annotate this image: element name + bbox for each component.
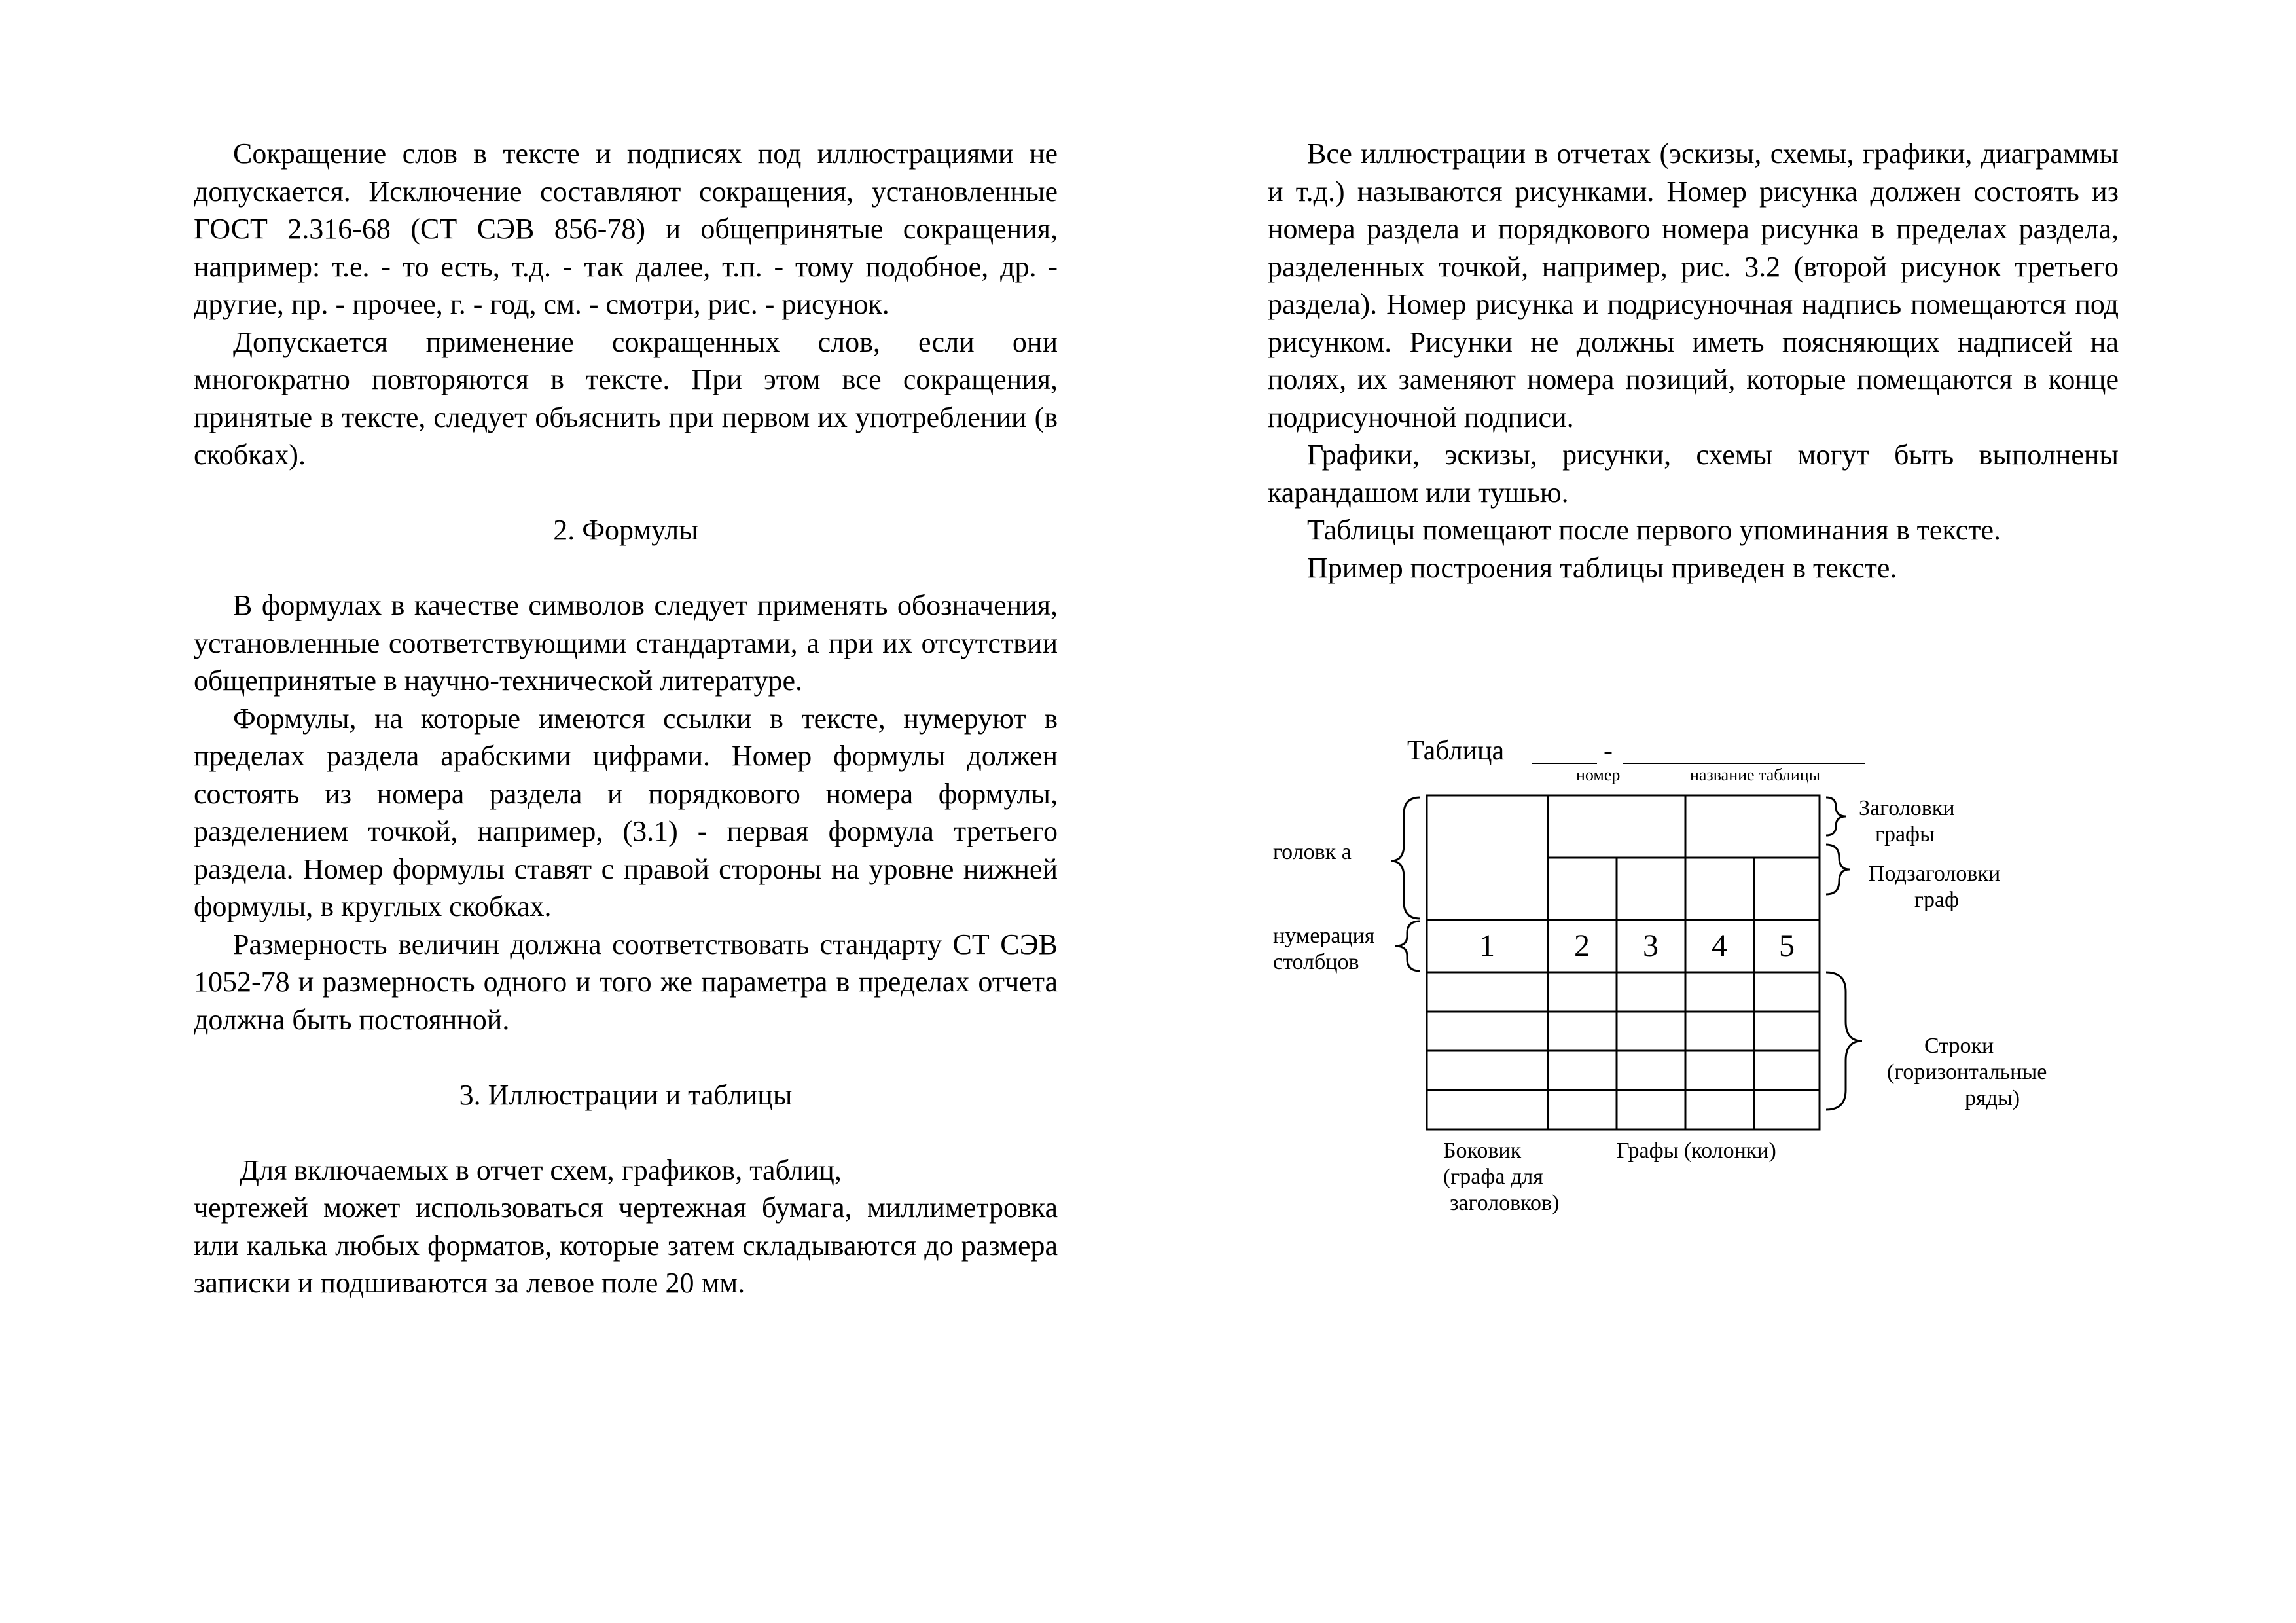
label-stub-line1: Боковик: [1443, 1139, 1522, 1163]
section-heading-formulas: 2. Формулы: [553, 514, 698, 546]
column-number-4: 4: [1712, 928, 1727, 963]
label-rows-line1: Строки: [1924, 1034, 1994, 1058]
figure-caption-dash: -: [1604, 736, 1613, 766]
rows-brace: [1826, 972, 1862, 1110]
column-number-2: 2: [1574, 928, 1590, 963]
label-header: головк а: [1273, 840, 1352, 864]
label-headings-line1: Заголовки: [1859, 796, 1955, 820]
paragraph-dimensions: Размерность величин должна соответствовать стандарту СТ СЭВ 1052-78 и размерность одного и того же параметра в пределах отчета должна быть постоянной.: [194, 928, 1058, 1036]
label-headings-line2: графы: [1875, 822, 1935, 847]
label-subheadings-line1: Подзаголовки: [1869, 862, 2001, 886]
subheadings-brace: [1826, 845, 1850, 894]
paragraph-drawing-tools: Графики, эскизы, рисунки, схемы могут быть выполнены карандашом или тушью.: [1268, 439, 2119, 509]
headings-brace: [1826, 797, 1846, 835]
label-numbering-line1: нумерация: [1273, 924, 1375, 948]
figure-caption-word: Таблица: [1407, 736, 1505, 766]
label-stub-line3: заголовков): [1450, 1191, 1560, 1215]
caption-number-sublabel: номер: [1576, 765, 1621, 784]
label-rows-line3: ряды): [1965, 1086, 2020, 1110]
column-number-1: 1: [1479, 928, 1495, 963]
label-numbering-line2: столбцов: [1273, 950, 1359, 974]
label-stub-line2: (графа для: [1443, 1165, 1543, 1189]
label-columns: Графы (колонки): [1617, 1139, 1776, 1163]
section-heading-illustrations: 3. Иллюстрации и таблицы: [459, 1078, 793, 1111]
header-brace: [1391, 797, 1420, 919]
paragraph-drawing-paper-rest: чертежей может использоваться чертежная бумага, миллиметровка или калька любых форматов, которые затем складываются до размера записки и подшиваются за левое поле 20 мм.: [194, 1192, 1058, 1299]
paragraph-formula-numbering: Формулы, на которые имеются ссылки в тексте, нумеруют в пределах раздела арабскими цифрами. Номер формулы должен состоять из номера раздела и порядкового номера формулы, разделением точкой, например, (3.1) - первая формула третьего раздела. Номер формулы ставят с правой стороны на уровне нижней формулы, в круглых скобках.: [194, 702, 1058, 922]
column-number-3: 3: [1643, 928, 1659, 963]
label-subheadings-line2: граф: [1914, 888, 1960, 912]
paragraph-table-placement: Таблицы помещают после первого упоминания в тексте.: [1307, 514, 2001, 546]
paragraph-table-example: Пример построения таблицы приведен в тексте.: [1307, 551, 1897, 584]
paragraph-formula-symbols: В формулах в качестве символов следует применять обозначения, установленные соответствующими стандартами, а при их отсутствии общепринятые в научно-технической литературе.: [194, 589, 1058, 697]
paragraph-abbreviations: Сокращение слов в тексте и подписях под иллюстрациями не допускается. Исключение составляют сокращения, установленные ГОСТ 2.316-68 (СТ СЭВ 856-78) и общепринятые сокращения, например: т.е. - то есть, т.д. - так далее, т.п. - тому подобное, др. - другие, пр. - прочее, г. - год, см. - смотри, рис. - рисунок.: [194, 137, 1058, 320]
column-number-5: 5: [1779, 928, 1795, 963]
label-rows-line2: (горизонтальные: [1887, 1060, 2047, 1084]
paragraph-drawing-paper-line1: Для включаемых в отчет схем, графиков, таблиц,: [240, 1154, 842, 1186]
paragraph-abbreviations-usage: Допускается применение сокращенных слов, если они многократно повторяются в тексте. При этом все сокращения, принятые в тексте, следует объяснить при первом их употреблении (в скобках).: [194, 325, 1058, 471]
numbering-brace: [1395, 921, 1420, 971]
caption-name-sublabel: название таблицы: [1690, 765, 1821, 784]
paragraph-illustrations-naming: Все иллюстрации в отчетах (эскизы, схемы, графики, диаграммы и т.д.) называются рисунками. Номер рисунка должен состоять из номера раздела и порядкового номера рисунка в пределах раздела, разделенных точкой, например, рис. 3.2 (второй рисунок третьего раздела). Номер рисунка и подрисуночная надпись помещаются под рисунком. Рисунки не должны иметь поясняющих надписей на полях, их заменяют номера позиций, которые помещаются в конце подрисуночной подписи.: [1268, 137, 2119, 433]
